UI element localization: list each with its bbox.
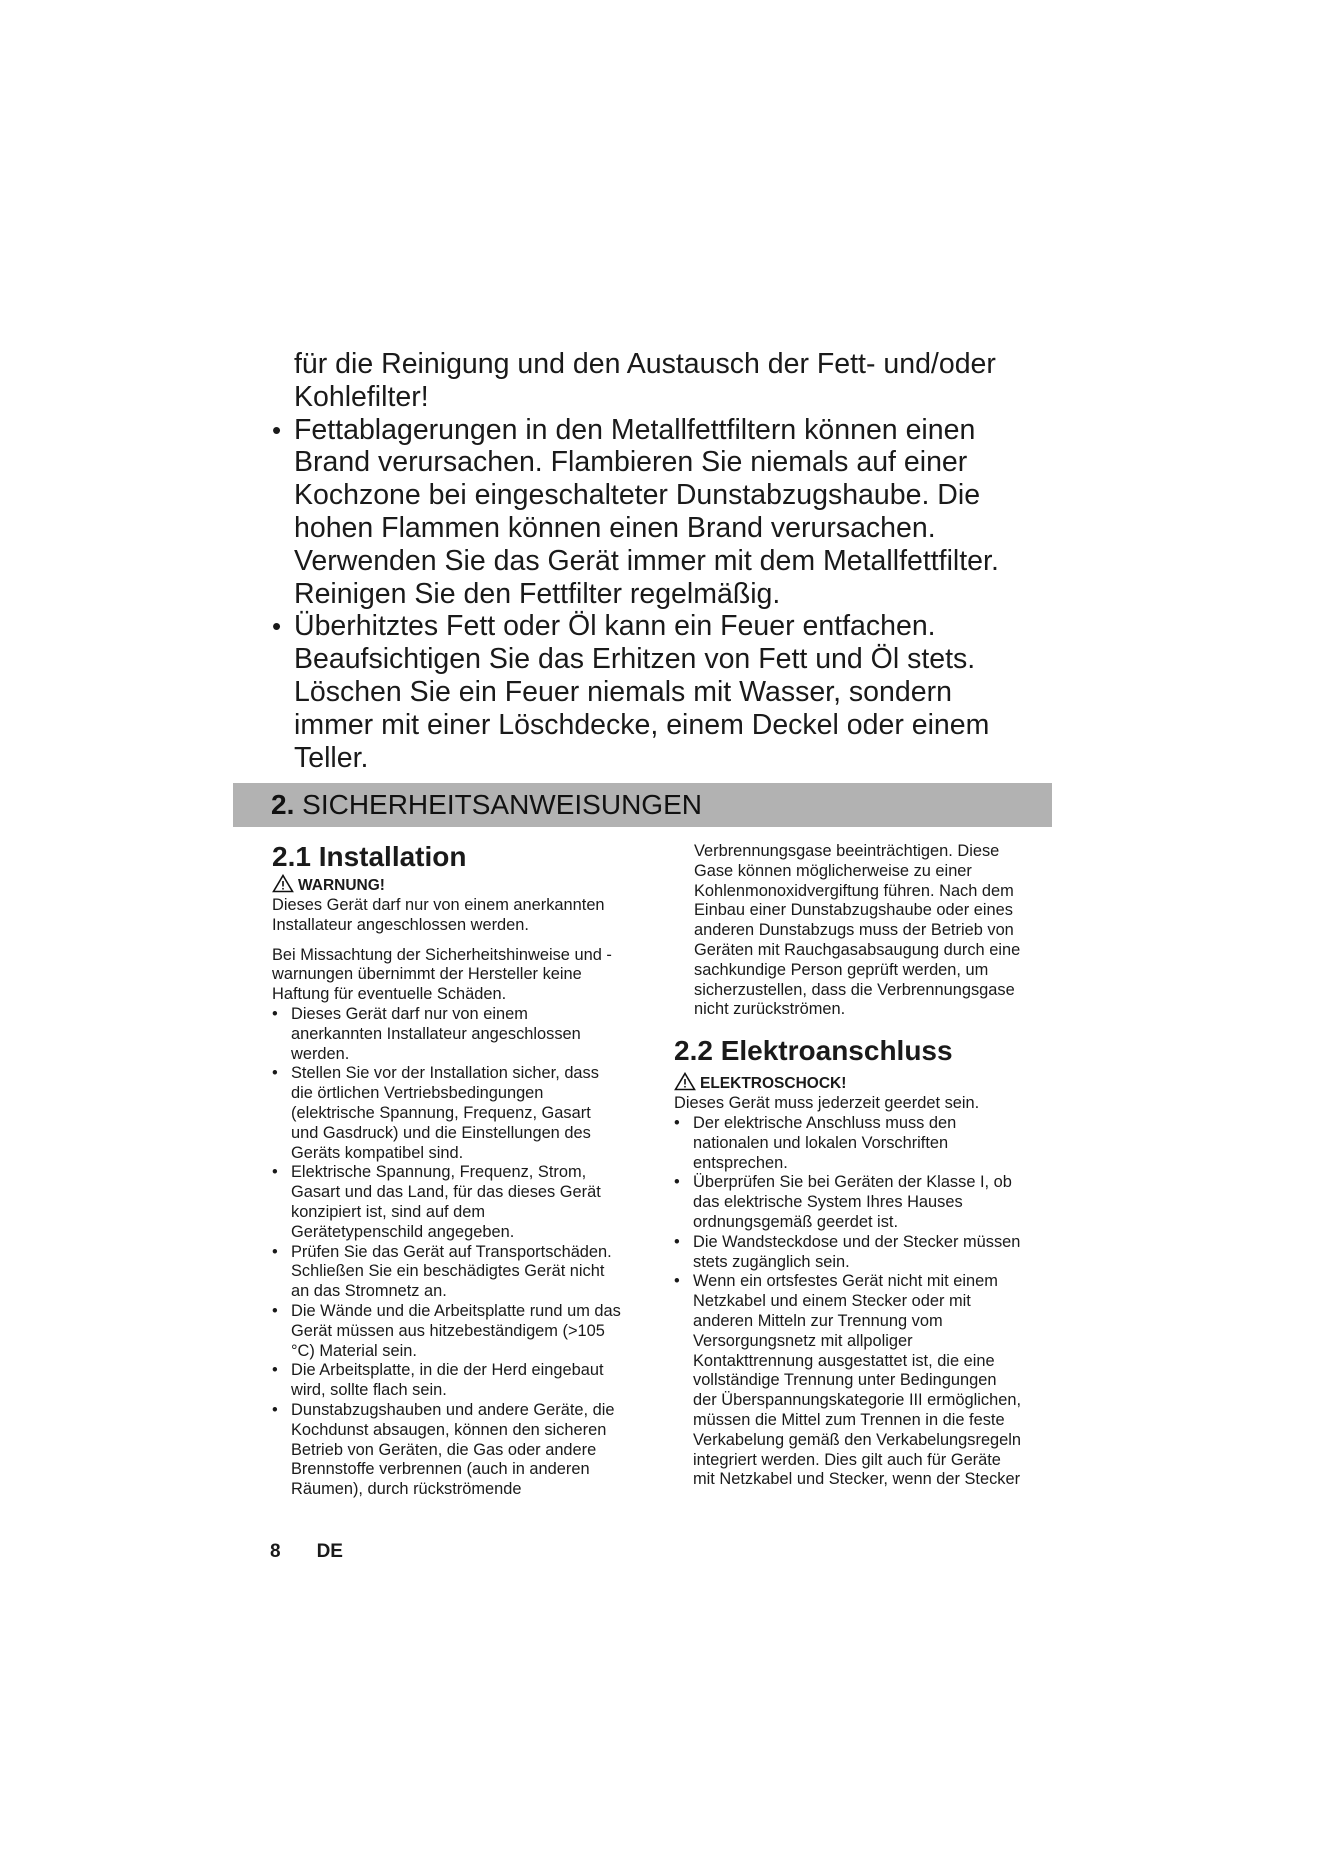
installation-column bbox=[272, 840, 662, 1500]
intro-line: • Fettablagerungen in den Metallfettfiltern können einen bbox=[272, 413, 976, 446]
list-item: • Elektrische Spannung, Frequenz, Strom, Gasart und das Land, für das dieses Gerät konzipiert ist, sind auf dem Gerätetypenschild angegeben. bbox=[272, 1163, 601, 1241]
list-item: • Die Arbeitsplatte, in die der Herd eingebaut wird, sollte flach sein. bbox=[272, 1361, 604, 1400]
bullet-icon: • bbox=[272, 1163, 278, 1182]
page-footer bbox=[270, 1541, 343, 1563]
warning-label: WARNUNG! bbox=[272, 874, 662, 896]
install-paragraph: Bei Missachtung der Sicherheitshinweise und - bbox=[272, 945, 612, 964]
electrical-column bbox=[674, 842, 1066, 1490]
install-paragraph: Dieses Gerät darf nur von einem anerkannten bbox=[272, 896, 605, 914]
intro-line: Beaufsichtigen Sie das Erhitzen von Fett und Öl stets. bbox=[294, 643, 976, 676]
intro-line: für die Reinigung und den Austausch der Fett- und/oder bbox=[294, 348, 996, 380]
bullet-icon: • bbox=[272, 414, 282, 445]
bullet-icon: • bbox=[674, 1272, 680, 1291]
bullet-icon: • bbox=[674, 1173, 680, 1192]
list-item: • Der elektrische Anschluss muss den nationalen und lokalen Vorschriften entsprechen. bbox=[674, 1113, 957, 1172]
electrical-heading: 2.2 Elektroanschluss bbox=[674, 1035, 953, 1067]
install-paragraph: Installateur angeschlossen werden. bbox=[272, 915, 529, 934]
list-item: • Prüfen Sie das Gerät auf Transportschäden. Schließen Sie ein beschädigtes Gerät nicht an das Stromnetz an. bbox=[272, 1242, 612, 1301]
intro-line: immer mit einer Löschdecke, einem Deckel oder einem bbox=[294, 708, 990, 741]
intro-text bbox=[272, 348, 1054, 774]
warning-triangle-icon bbox=[674, 1072, 696, 1091]
bullet-icon: • bbox=[674, 1232, 680, 1251]
bullet-icon: • bbox=[272, 611, 282, 642]
list-item: • Überprüfen Sie bei Geräten der Klasse I, ob das elektrische System Ihres Hauses ordnungsgemäß geerdet ist. bbox=[674, 1173, 1012, 1231]
intro-line: Löschen Sie ein Feuer niemals mit Wasser, sondern bbox=[294, 675, 952, 708]
warning-label: ELEKTROSCHOCK! bbox=[674, 1072, 1066, 1094]
list-item: • Stellen Sie vor der Installation sicher, dass die örtlichen Vertriebsbedingungen (elektrische Spannung, Frequenz, Gasart und Gasdruck) und die Einstellungen des Geräts kompatibel sind. bbox=[272, 1064, 599, 1162]
intro-line: • Überhitztes Fett oder Öl kann ein Feuer entfachen. bbox=[272, 610, 936, 643]
bullet-icon: • bbox=[272, 1242, 278, 1261]
bullet-icon: • bbox=[674, 1113, 680, 1132]
bullet-icon: • bbox=[272, 1301, 278, 1320]
intro-line: hohen Flammen können einen Brand verursachen. bbox=[294, 511, 936, 544]
list-item: • Wenn ein ortsfestes Gerät nicht mit einem Netzkabel und einem Stecker oder mit anderen Mitteln zur Trennung vom Versorgungsnetz mit allpoliger Kontakttrennung ausgestattet ist, die eine vollständige Trennung unter Bedingungen der Überspannungskategorie III ermöglichen, müssen die Mittel zum Trennen in die feste Verkabelung gemäß den Verkabelungsregeln integriert werden. Dies gilt auch für Geräte mit Netzkabel und Stecker, wenn der Stecker bbox=[674, 1272, 1022, 1489]
install-paragraph: warnungen übernimmt der Hersteller keine bbox=[272, 965, 582, 984]
section-title-text: SICHERHEITSANWEISUNGEN bbox=[302, 789, 702, 820]
continuation-paragraph: Verbrennungsgase beeinträchtigen. Diese Gase können möglicherweise zu einer Kohlenmonoxidvergiftung führen. Nach dem Einbau einer Dunstabzugshaube oder eines anderen Dunstabzugs muss der Betrieb von Geräten mit Rauchgasabsaugung durch eine sachkundige Person geprüft werden, um sicherzustellen, dass die Verbrennungsgase nicht zurückströmen. bbox=[694, 842, 1021, 1019]
electrical-paragraph: Dieses Gerät muss jederzeit geerdet sein. bbox=[674, 1094, 980, 1113]
section-header-bar bbox=[233, 783, 1052, 827]
bullet-icon: • bbox=[272, 1064, 278, 1083]
language-code: DE bbox=[316, 1541, 343, 1562]
install-paragraph: Haftung für eventuelle Schäden. bbox=[272, 985, 507, 1004]
section-number: 2. bbox=[271, 789, 295, 820]
intro-line: Teller. bbox=[294, 741, 369, 774]
list-item: • Die Wände und die Arbeitsplatte rund um das Gerät müssen aus hitzebeständigem (>105 °C) Material sein. bbox=[272, 1301, 621, 1360]
list-item: • Dieses Gerät darf nur von einem anerkannten Installateur angeschlossen werden. bbox=[272, 1004, 581, 1063]
bullet-icon: • bbox=[272, 1400, 278, 1419]
bullet-icon: • bbox=[272, 1361, 278, 1380]
intro-line: Kochzone bei eingeschalteter Dunstabzugshaube. Die bbox=[294, 479, 981, 512]
installation-heading: 2.1 Installation bbox=[272, 841, 467, 872]
intro-line: Verwenden Sie das Gerät immer mit dem Metallfettfilter. bbox=[294, 544, 999, 577]
intro-line: Kohlefilter! bbox=[294, 380, 429, 413]
list-item: • Die Wandsteckdose und der Stecker müssen stets zugänglich sein. bbox=[674, 1232, 1021, 1271]
page-number: 8 bbox=[270, 1541, 281, 1562]
list-item: • Dunstabzugshauben und andere Geräte, die Kochdunst absaugen, können den sicheren Betrieb von Geräten, die Gas oder andere Brennstoffe verbrennen (auch in anderen Räumen), durch rückströmende bbox=[272, 1400, 615, 1499]
bullet-icon: • bbox=[272, 1004, 278, 1023]
section-title bbox=[271, 788, 702, 822]
warning-triangle-icon bbox=[272, 874, 294, 893]
intro-line: Brand verursachen. Flambieren Sie niemals auf einer bbox=[294, 446, 968, 479]
intro-line: Reinigen Sie den Fettfilter regelmäßig. bbox=[294, 577, 781, 610]
